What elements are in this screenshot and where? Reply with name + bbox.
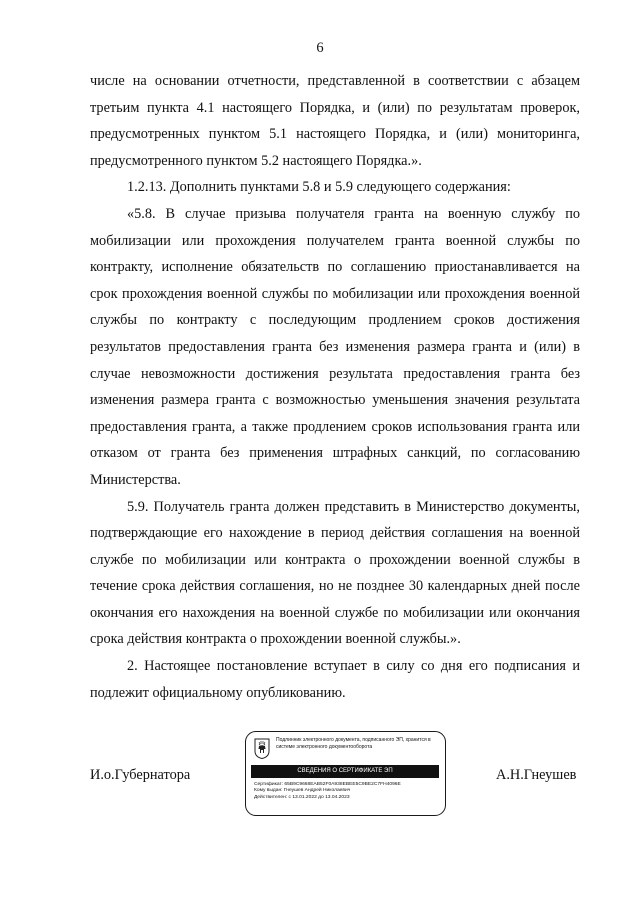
certificate-validity: Действителен: с 13.01.2022 до 13.04.2023 bbox=[254, 794, 350, 800]
coat-of-arms-deer-icon bbox=[254, 738, 270, 759]
paragraph-clause-5-9: 5.9. Получатель гранта должен представить в Министерство документы, подтверждающие его нахождение в период действия соглашения на военной службе по мобилизации или контракта о прохождении военной службы в течение срока действия соглашения, но не позднее 30 календарных дней после окончания его нахождения на военной службе по мобилизации или окончания срока действия контракта о прохождении военной службы.». bbox=[90, 498, 580, 648]
certificate-owner: Кому выдан: Гнеушев Андрей Николаевич bbox=[254, 788, 351, 794]
certificate-details bbox=[254, 782, 442, 801]
signatory-position: И.о.Губернатора bbox=[90, 767, 191, 783]
certificate-banner: СВЕДЕНИЯ О СЕРТИФИКАТЕ ЭП bbox=[251, 765, 439, 778]
page-number: 6 bbox=[316, 40, 324, 56]
document-body bbox=[90, 68, 580, 706]
electronic-signature-stamp bbox=[245, 731, 446, 816]
certificate-number: Сертификат: 65B9C9668EAB52F0A938EBEE5C9BE2C7FH4096E bbox=[254, 782, 401, 787]
paragraph-clause-5-8: «5.8. В случае призыва получателя гранта на военную службу по мобилизации или прохождения получателем гранта военной службы по контракту, исполнение обязательств по соглашению приостанавливается на срок прохождения военной службы по мобилизации или прохождения военной службы по контракту с последующим продлением сроков достижения результатов предоставления гранта без изменения размера гранта и (или) в случае невозможности достижения результата предоставления гранта без изменения размера гранта с возможностью уменьшения значения результата предоставления гранта, а также продлением сроков использования гранта или отказом от гранта без применения штрафных санкций, по согласованию Министерства. bbox=[90, 205, 580, 488]
paragraph-entry-into-force: 2. Настоящее постановление вступает в силу со дня его подписания и подлежит официальному опубликованию. bbox=[90, 658, 580, 701]
paragraph-amendment-1-2-13: 1.2.13. Дополнить пунктами 5.8 и 5.9 следующего содержания: bbox=[127, 179, 511, 196]
signatory-name: А.Н.Гнеушев bbox=[496, 767, 577, 783]
stamp-caption: Подлинник электронного документа, подписанного ЭП, хранится в системе электронного документооборота bbox=[276, 737, 431, 750]
paragraph-continuation: числе на основании отчетности, представленной в соответствии с абзацем третьим пункта 4.1 настоящего Порядка, и (или) по результатам проверок, предусмотренных пунктом 5.1 настоящего Порядка, и (или) мониторинга, предусмотренного пунктом 5.2 настоящего Порядка.». bbox=[90, 73, 580, 169]
